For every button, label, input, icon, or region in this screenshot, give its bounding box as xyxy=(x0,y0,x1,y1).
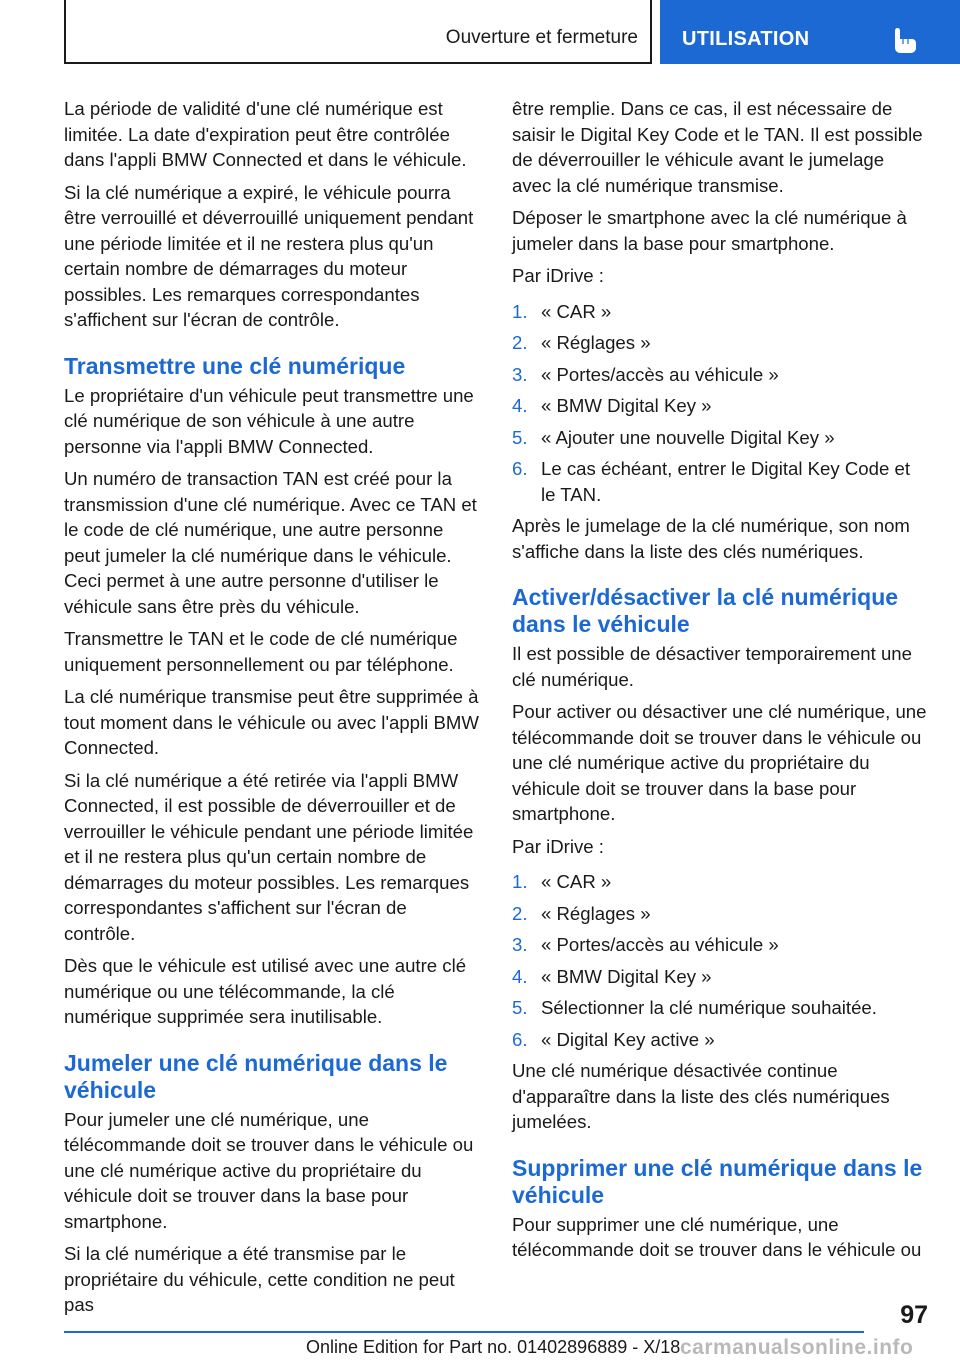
step-text: « Digital Key active » xyxy=(541,1028,715,1050)
step-number: 6. xyxy=(512,458,528,479)
list-item xyxy=(512,393,928,419)
watermark: carmanualsonline.info xyxy=(680,1336,914,1359)
list-item xyxy=(512,995,928,1021)
step-number: 5. xyxy=(512,997,528,1018)
step-list-activation xyxy=(512,869,928,1052)
list-item xyxy=(512,932,928,958)
heading-activate-key: Activer/désactiver la clé numérique dans le véhicule xyxy=(512,584,899,637)
paragraph: Pour supprimer une clé numérique, une télécommande doit se trouver dans le véhicule ou xyxy=(512,1213,922,1260)
step-text: « CAR » xyxy=(541,871,612,892)
paragraph: Dès que le véhicule est utilisé avec une autre clé numérique ou une télécommande, la clé numérique supprimée sera inutilisable. xyxy=(64,955,467,1027)
left-column xyxy=(64,96,480,1325)
section-header-box xyxy=(64,0,652,64)
pointing-hand-icon xyxy=(892,26,918,54)
list-item xyxy=(512,425,928,451)
paragraph: être remplie. Dans ce cas, il est nécessaire de saisir le Digital Key Code et le TAN. Il est possible de déverrouiller le véhicule avant le jumelage avec la clé numérique transmise. xyxy=(512,98,923,196)
step-number: 2. xyxy=(512,332,528,353)
paragraph: Si la clé numérique a été retirée via l'appli BMW Connected, il est possible de déverrouiller et de verrouiller le véhicule pendant une période limitée et il ne restera plus qu'un certain nombre de démarrages du moteur possibles. Les remarques correspondantes s'affichent sur l'écran de contrôle. xyxy=(64,769,474,944)
heading-transmit-key: Transmettre une clé numérique xyxy=(64,352,406,379)
chapter-title: UTILISATION xyxy=(682,28,810,50)
paragraph: Si la clé numérique a expiré, le véhicule pourra être verrouillé et déverrouillé uniquement pendant une période limitée et il ne restera plus qu'un certain nombre de démarrages du moteur possibles. Les remarques correspondantes s'affichent sur l'écran de contrôle. xyxy=(64,181,474,330)
list-item xyxy=(512,1027,928,1053)
heading-delete-key: Supprimer une clé numérique dans le véhicule xyxy=(512,1154,923,1208)
paragraph: Pour jumeler une clé numérique, une télécommande doit se trouver dans le véhicule ou une clé numérique active du propriétaire du véhicule doit se trouver dans la base pour smartphone. xyxy=(64,1108,474,1232)
step-text: Sélectionner la clé numérique souhaitée. xyxy=(541,997,877,1018)
paragraph: Transmettre le TAN et le code de clé numérique uniquement personnellement ou par téléphone. xyxy=(64,628,458,675)
paragraph: Un numéro de transaction TAN est créé pour la transmission d'une clé numérique. Avec ce TAN et le code de clé numérique, une autre personne peut jumeler la clé numérique dans le véhicule. Ceci permet à une autre personne d'utiliser le véhicule sans être près du véhicule. xyxy=(64,468,477,617)
step-text: « BMW Digital Key » xyxy=(541,965,712,987)
footer-divider xyxy=(64,1331,864,1333)
list-item xyxy=(512,362,928,388)
paragraph: Par iDrive : xyxy=(512,265,604,286)
paragraph: Le propriétaire d'un véhicule peut transmettre une clé numérique de son véhicule à une autre personne via l'appli BMW Connected. xyxy=(64,384,474,457)
right-column xyxy=(512,96,928,1270)
step-number: 6. xyxy=(512,1028,528,1050)
paragraph: La clé numérique transmise peut être supprimée à tout moment dans le véhicule ou avec l'appli BMW Connected. xyxy=(64,686,479,758)
paragraph: La période de validité d'une clé numérique est limitée. La date d'expiration peut être contrôlée dans l'appli BMW Connected et dans le véhicule. xyxy=(64,98,467,170)
paragraph: Par iDrive : xyxy=(512,835,604,857)
step-number: 4. xyxy=(512,965,528,987)
section-title: Ouverture et fermeture xyxy=(445,27,638,48)
paragraph: Déposer le smartphone avec la clé numérique à jumeler dans la base pour smartphone. xyxy=(512,207,907,254)
step-text: « Portes/accès au véhicule » xyxy=(541,363,779,385)
step-number: 4. xyxy=(512,395,528,416)
step-text: « Réglages » xyxy=(541,332,651,353)
paragraph: Il est possible de désactiver temporairement une clé numérique. xyxy=(512,643,912,690)
list-item xyxy=(512,299,928,325)
heading-pair-key: Jumeler une clé numérique dans le véhicule xyxy=(64,1049,448,1103)
chapter-tab xyxy=(660,0,960,64)
paragraph: Pour activer ou désactiver une clé numérique, une télécommande doit se trouver dans le véhicule ou une clé numérique active du propriétaire du véhicule doit se trouver dans la base pour smartphone. xyxy=(512,701,927,824)
step-list-pairing xyxy=(512,299,928,508)
list-item xyxy=(512,330,928,356)
list-item xyxy=(512,869,928,895)
step-text: « CAR » xyxy=(541,300,612,322)
step-text: « Portes/accès au véhicule » xyxy=(541,934,779,955)
paragraph: Une clé numérique désactivée continue d'apparaître dans la liste des clés numériques jumelées. xyxy=(512,1060,890,1132)
list-item xyxy=(512,964,928,990)
list-item xyxy=(512,901,928,927)
step-text: Le cas échéant, entrer le Digital Key Code et le TAN. xyxy=(541,458,910,505)
page-header xyxy=(64,0,960,66)
step-number: 1. xyxy=(512,871,528,892)
step-number: 3. xyxy=(512,934,528,955)
step-number: 1. xyxy=(512,300,528,322)
list-item xyxy=(512,456,928,507)
step-text: « BMW Digital Key » xyxy=(541,395,712,416)
edition-note: Online Edition for Part no. 01402896889 - X/18 xyxy=(306,1337,681,1357)
paragraph: Si la clé numérique a été transmise par le propriétaire du véhicule, cette condition ne peut pas xyxy=(64,1243,455,1315)
page-number: 97 xyxy=(900,1301,928,1329)
step-number: 5. xyxy=(512,426,528,448)
step-text: « Ajouter une nouvelle Digital Key » xyxy=(541,426,835,448)
step-number: 3. xyxy=(512,363,528,385)
step-text: « Réglages » xyxy=(541,902,651,924)
paragraph: Après le jumelage de la clé numérique, son nom s'affiche dans la liste des clés numériques. xyxy=(512,515,910,562)
step-number: 2. xyxy=(512,902,528,924)
